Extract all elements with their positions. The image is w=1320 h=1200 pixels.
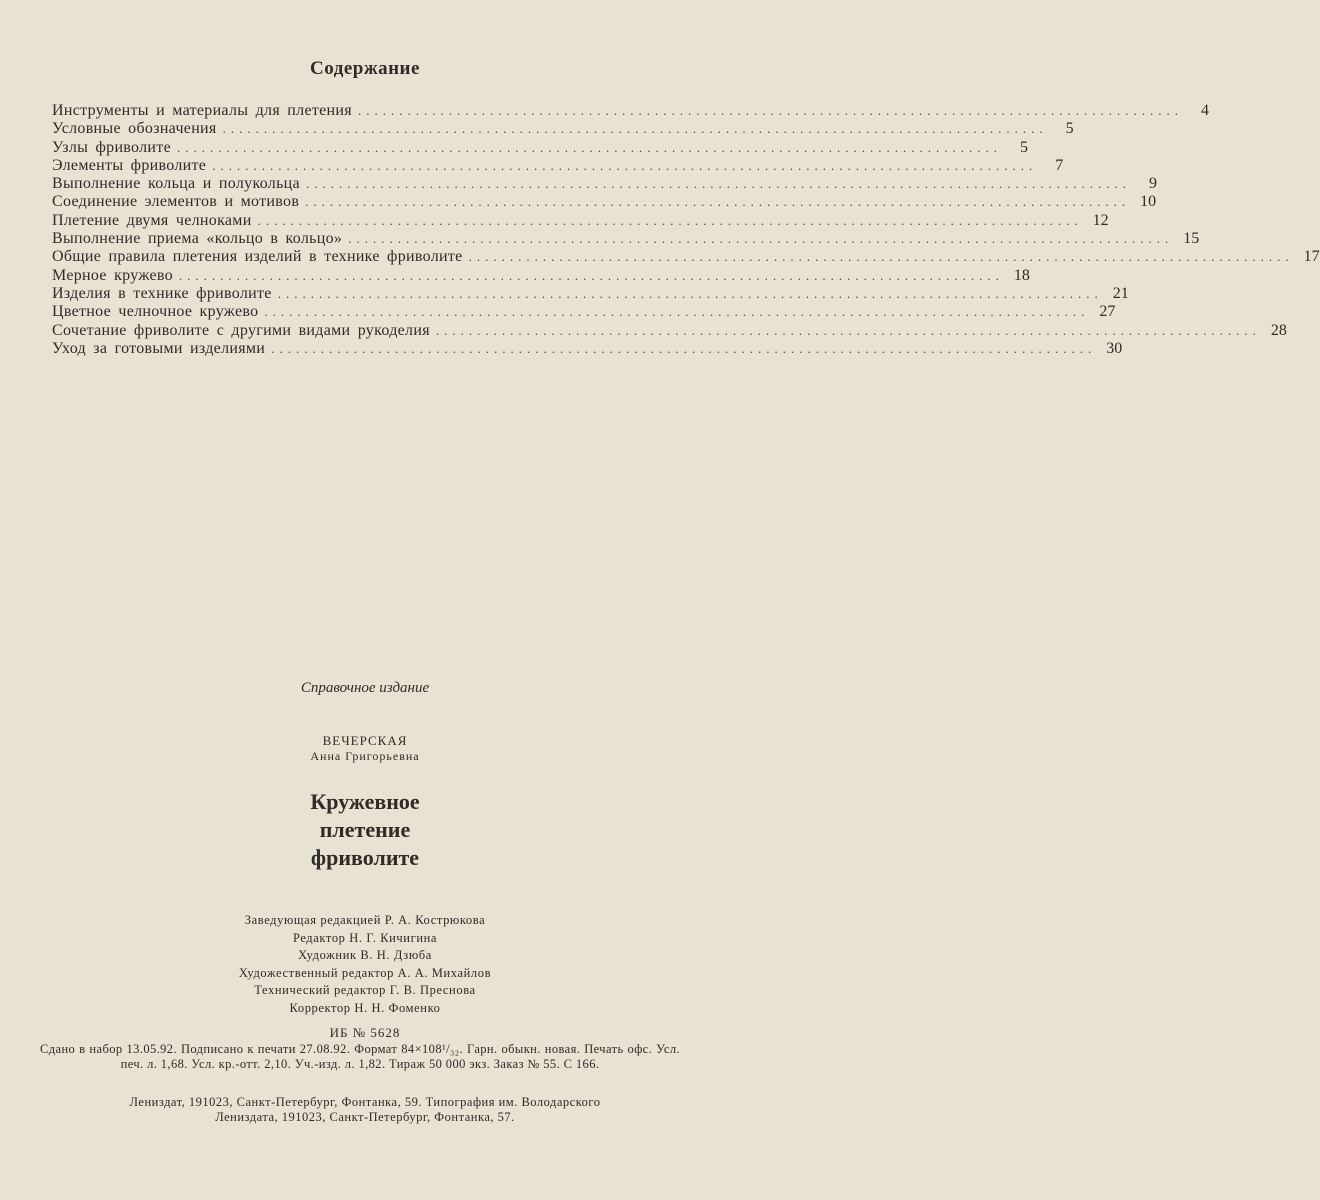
book-title [0, 788, 730, 872]
toc-leader-dots: .................................................................................................... [178, 267, 1004, 283]
toc-leader-dots: .................................................................................................... [305, 176, 1131, 192]
author-name: Анна Григорьевна [310, 749, 420, 763]
editorial-staff [0, 912, 730, 1017]
toc-leader-dots: .................................................................................................... [264, 304, 1090, 320]
staff-line: Художественный редактор А. А. Михайлов [238, 965, 492, 980]
toc-entry-title: Общие правила плетения изделий в технике фриволите [52, 248, 463, 266]
toc-leader-dots: .................................................................................................... [435, 322, 1261, 338]
toc-entry [52, 303, 1116, 321]
staff-line: Художник В. Н. Дзюба [298, 948, 432, 962]
toc-entry-title: Мерное кружево [52, 266, 173, 284]
toc-entry-page: 5 [1065, 120, 1074, 138]
toc-entry-title: Выполнение приема «кольцо в кольцо» [52, 230, 343, 248]
toc-entry [52, 211, 1109, 230]
toc-entry-title: Плетение двумя челноками [52, 211, 252, 229]
toc-entry-page: 27 [1099, 303, 1116, 321]
toc-entry-page: 10 [1140, 193, 1157, 211]
toc-title: Содержание [310, 58, 420, 79]
staff-line: Редактор Н. Г. Кичигина [292, 930, 438, 945]
toc-entry-title: Соединение элементов и мотивов [52, 193, 300, 211]
table-of-contents [52, 102, 1320, 358]
toc-entry-page: 7 [1055, 156, 1064, 174]
toc-leader-dots: .................................................................................................... [468, 249, 1294, 265]
toc-entry-page: 9 [1148, 175, 1157, 193]
toc-entry-page: 30 [1106, 339, 1123, 357]
toc-leader-dots: .................................................................................................... [357, 103, 1183, 118]
toc-entry-title: Уход за готовыми изделиями [52, 339, 266, 357]
publisher-line: Лениздат, 191023, Санкт-Петербург, Фонтанка, 59. Типография им. Володарского [129, 1095, 601, 1109]
toc-leader-dots: .................................................................................................... [176, 139, 1002, 155]
toc-entry-title: Узлы фриволите [52, 138, 171, 156]
toc-entry-page: 4 [1200, 102, 1209, 119]
toc-entry [52, 321, 1287, 340]
toc-leader-dots: .................................................................................................... [271, 340, 1097, 356]
toc-leader-dots: .................................................................................................... [257, 212, 1083, 228]
toc-entry [52, 138, 1028, 157]
toc-entry [52, 248, 1320, 266]
toc-entry-page: 28 [1270, 321, 1287, 339]
toc-entry-title: Элементы фриволите [52, 156, 207, 174]
toc-entry-title: Выполнение кольца и полукольца [52, 175, 300, 193]
book-title-line: Кружевное [310, 789, 420, 814]
ib-number: ИБ № 5628 [329, 1025, 401, 1040]
toc-entry [52, 230, 1200, 248]
book-title-line: плетение [319, 817, 411, 842]
toc-entry-page: 17 [1303, 248, 1320, 266]
toc-entry-page: 15 [1183, 230, 1200, 248]
toc-entry-title: Инструменты и материалы для плетения [52, 102, 352, 119]
staff-line: Технический редактор Г. В. Преснова [254, 983, 476, 997]
toc-entry-title: Цветное челночное кружево [52, 303, 259, 321]
toc-entry [52, 266, 1030, 285]
toc-entry-page: 12 [1092, 211, 1109, 229]
toc-entry [52, 120, 1074, 138]
toc-entry [52, 284, 1129, 303]
author-surname: ВЕЧЕРСКАЯ [322, 733, 408, 748]
toc-leader-dots: .................................................................................................... [277, 285, 1103, 301]
staff-line: Корректор Н. Н. Фоменко [289, 1000, 441, 1015]
toc-entry-title: Изделия в технике фриволите [52, 284, 272, 302]
toc-entry [52, 156, 1064, 175]
staff-line: Заведующая редакцией Р. А. Кострюкова [244, 913, 486, 927]
toc-entry-title: Сочетание фриволите с другими видами рукоделия [52, 321, 430, 339]
publisher-line: Лениздата, 191023, Санкт-Петербург, Фонтанка, 57. [215, 1110, 515, 1124]
toc-entry-page: 5 [1019, 138, 1028, 156]
toc-entry-title: Условные обозначения [52, 120, 217, 138]
toc-entry [52, 339, 1123, 358]
toc-leader-dots: .................................................................................................... [305, 194, 1131, 210]
toc-entry [52, 193, 1157, 211]
publisher-info [0, 1095, 730, 1125]
toc-leader-dots: .................................................................................................... [348, 231, 1174, 247]
print-details: Сдано в набор 13.05.92. Подписано к печати 27.08.92. Формат 84×108¹/₃₂. Гарн. обыкн. новая. Печать офс. Усл. печ. л. 1,68. Усл. кр.-отт. 2,10. Уч.-изд. л. 1,82. Тираж 50 000 экз. Заказ № 55. С 166. [40, 1042, 680, 1071]
toc-leader-dots: .................................................................................................... [222, 121, 1048, 137]
edition-type: Справочное издание [300, 680, 430, 696]
book-title-line: фриволите [310, 845, 420, 870]
toc-entry-page: 21 [1112, 284, 1129, 302]
toc-entry [52, 102, 1209, 120]
toc-entry-page: 18 [1013, 266, 1030, 284]
toc-entry [52, 175, 1157, 193]
toc-leader-dots: .................................................................................................... [212, 157, 1038, 173]
